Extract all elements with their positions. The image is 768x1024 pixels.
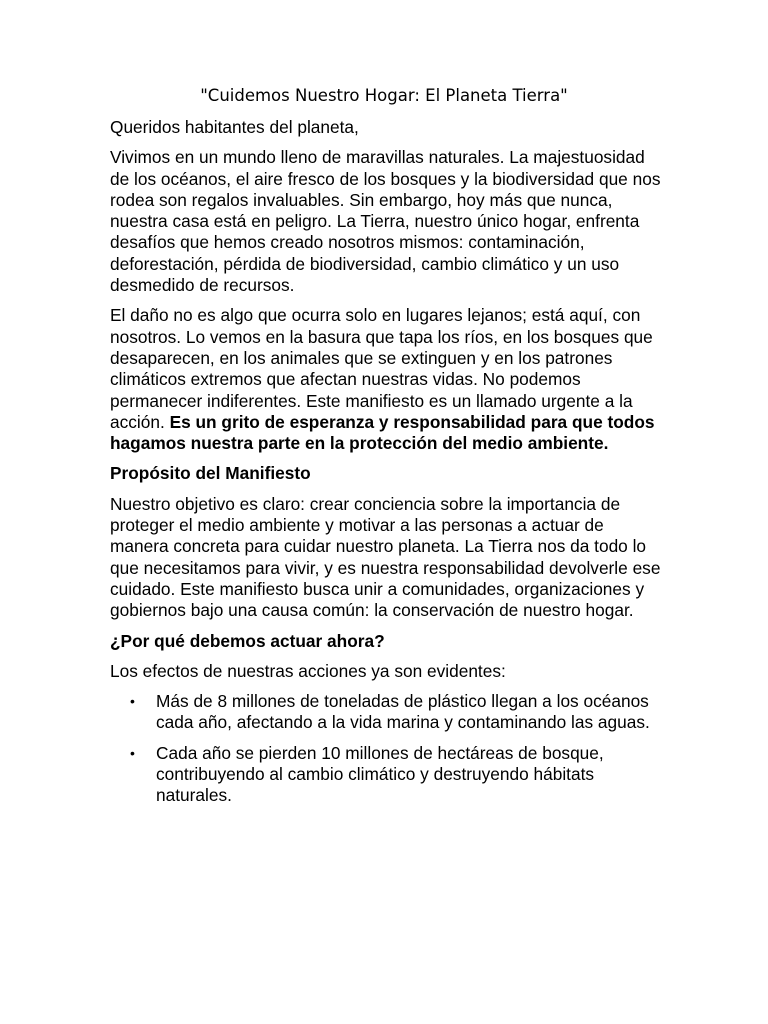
effects-intro-paragraph: Los efectos de nuestras acciones ya son evidentes:: [110, 660, 506, 681]
bullet-icon: •: [130, 693, 135, 710]
effects-list: [110, 691, 662, 806]
damage-paragraph-emphasis: Es un grito de esperanza y responsabilidad para que todos hagamos nuestra parte en la protección del medio ambiente.: [110, 411, 655, 454]
list-item: [130, 742, 662, 807]
bullet-icon: •: [130, 744, 135, 761]
purpose-heading: Propósito del Manifiesto: [110, 463, 311, 484]
intro-paragraph: Vivimos en un mundo lleno de maravillas naturales. La majestuosidad de los océanos, el aire fresco de los bosques y la biodiversidad que nos rodea son regalos invaluables. Sin embargo, hoy más que nunca, nuestra casa está en peligro. La Tierra, nuestro único hogar, enfrenta desafíos que hemos creado nosotros mismos: contaminación, deforestación, pérdida de biodiversidad, cambio climático y un uso desmedido de recursos.: [110, 147, 661, 296]
document-body: [110, 117, 662, 816]
list-item-text: Cada año se pierden 10 millones de hectáreas de bosque, contribuyendo al cambio climático y destruyendo hábitats naturales.: [156, 742, 604, 806]
list-item: [130, 691, 662, 734]
damage-paragraph-text: El daño no es algo que ocurra solo en lugares lejanos; está aquí, con nosotros. Lo vemos en la basura que tapa los ríos, en los bosques que desaparecen, en los animales que se extinguen y en los patrones climáticos extremos que afectan nuestras vidas. No podemos permanecer indiferentes. Este manifiesto es un llamado urgente a la acción.: [110, 305, 653, 432]
greeting-paragraph: Queridos habitantes del planeta,: [110, 117, 359, 137]
damage-paragraph: [110, 305, 662, 454]
why-act-heading: ¿Por qué debemos actuar ahora?: [110, 630, 385, 651]
list-item-text: Más de 8 millones de toneladas de plástico llegan a los océanos cada año, afectando a la vida marina y contaminando las aguas.: [156, 691, 650, 733]
document-title: "Cuidemos Nuestro Hogar: El Planeta Tierra": [200, 86, 568, 105]
purpose-paragraph: Nuestro objetivo es claro: crear conciencia sobre la importancia de proteger el medio ambiente y motivar a las personas a actuar de manera concreta para cuidar nuestro planeta. La Tierra nos da todo lo que necesitamos para vivir, y es nuestra responsabilidad devolverle ese cuidado. Este manifiesto busca unir a comunidades, organizaciones y gobiernos bajo una causa común: la conservación de nuestro hogar.: [110, 493, 661, 621]
